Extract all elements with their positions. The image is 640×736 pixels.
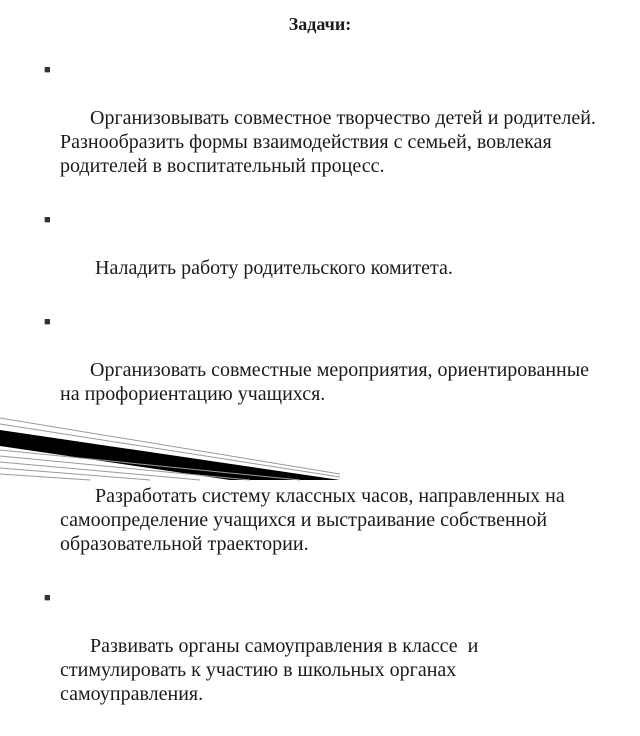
- list-item-text: Развивать органы самоуправления в классе и стимулировать к участию в школьных органах самоуправления.: [60, 635, 484, 705]
- corner-decoration: [0, 390, 340, 480]
- bullet-icon: ■: [44, 592, 51, 604]
- list-item-text: Организовывать совместное творчество детей и родителей. Разнообразить формы взаимодействия с семьей, вовлекая родителей в воспитательный процесс.: [60, 107, 601, 177]
- decoration-line: [0, 474, 90, 480]
- decoration-lines: [0, 418, 340, 480]
- bullet-icon: ■: [44, 214, 51, 226]
- bullet-icon: ■: [44, 64, 51, 76]
- list-item: [44, 586, 604, 730]
- list-item-text: Разработать систему классных часов, направленных на самоопределение учащихся и выстраивание собственной образовательной траектории.: [60, 485, 570, 555]
- list-item-text: Организовать совместные мероприятия, ориентированные на профориентацию учащихся.: [60, 359, 595, 405]
- decoration-line: [0, 468, 150, 480]
- list-item: [44, 58, 604, 202]
- bullet-icon: ■: [44, 316, 51, 328]
- slide-title: Задачи:: [288, 14, 352, 34]
- list-item-text: Наладить работу родительского комитета.: [90, 257, 453, 279]
- list-item: [44, 208, 604, 304]
